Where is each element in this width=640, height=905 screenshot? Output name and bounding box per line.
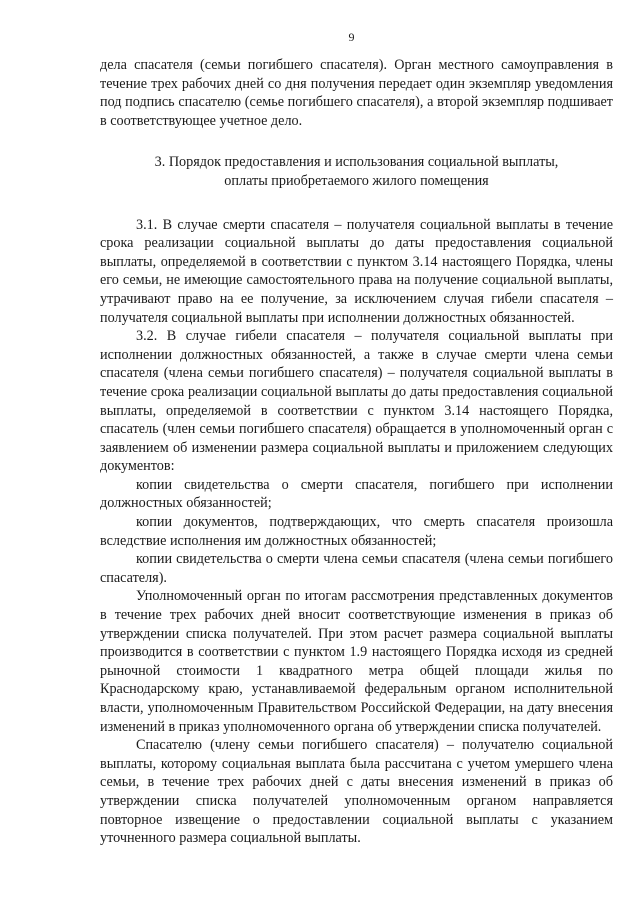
paragraph-recalculation: Уполномоченный орган по итогам рассмотрения представленных документов в течение трех рабочих дней вносит соответствующие изменения в приказ об утверждении списка получателей. При этом расчет размера социальной выплаты производится в соответствии с пунктом 1.9 настоящего Порядка исходя из средней рыночной стоимости 1 квадратного метра общей площади жилья по Краснодарскому краю, устанавливаемой федеральным органом исполнительной власти, уполномоченным Правительством Российской Федерации, на дату внесения изменений в приказ уполномоченного органа об утверждении списка получателей. — [100, 588, 613, 735]
paragraph-3-2: 3.2. В случае гибели спасателя – получателя социальной выплаты при исполнении должностных обязанностей, а также в случае смерти члена семьи спасателя (члена семьи погибшего спасателя) – получателя социальной выплаты в течение срока реализации социальной выплаты до даты предоставления социальной выплаты, определяемой в соответствии с пунктом 3.14 настоящего Порядка, спасатель (член семьи погибшего спасателя) обращается в уполномоченный орган с заявлением об изменении размера социальной выплаты и приложением следующих документов: — [100, 328, 613, 475]
section-heading-line-2: оплаты приобретаемого жилого помещения — [224, 172, 489, 189]
document-list-item: копии документов, подтверждающих, что смерть спасателя произошла вследствие исполнения им должностных обязанностей; — [100, 514, 613, 549]
document-list-item: копии свидетельства о смерти спасателя, погибшего при исполнении должностных обязанностей; — [100, 476, 613, 512]
section-heading-line-1: 3. Порядок предоставления и использования социальной выплаты, — [154, 154, 559, 171]
intro-paragraph: дела спасателя (семьи погибшего спасателя). Орган местного самоуправления в течение трех рабочих дней со дня получения передает один экземпляр уведомления под подпись спасателю (семье погибшего спасателя), а второй экземпляр подшивает в соответствующее учетное дело. — [100, 57, 613, 129]
document-list-item: копии свидетельства о смерти члена семьи спасателя (члена семьи погибшего спасателя). — [100, 551, 613, 586]
paragraph-notification: Спасателю (члену семьи погибшего спасателя) – получателю социальной выплаты, которому социальная выплата была рассчитана с учетом умершего члена семьи, в течение трех рабочих дней с даты внесения изменений в приказ об утверждении списка получателей уполномоченным органом направляется повторное извещение о предоставлении социальной выплаты с указанием уточненного размера социальной выплаты. — [100, 737, 613, 847]
section-heading — [100, 153, 613, 190]
paragraph-3-1: 3.1. В случае смерти спасателя – получателя социальной выплаты в течение срока реализации социальной выплаты до даты предоставления социальной выплаты, определяемой в соответствии с пунктом 3.14 настоящего Порядка, члены его семьи, не имеющие самостоятельного права на получение социальной выплаты, утрачивают право на ее получение, за исключением случая гибели спасателя – получателя социальной выплаты при исполнении должностных обязанностей. — [100, 216, 613, 326]
page-number: 9 — [348, 30, 355, 44]
